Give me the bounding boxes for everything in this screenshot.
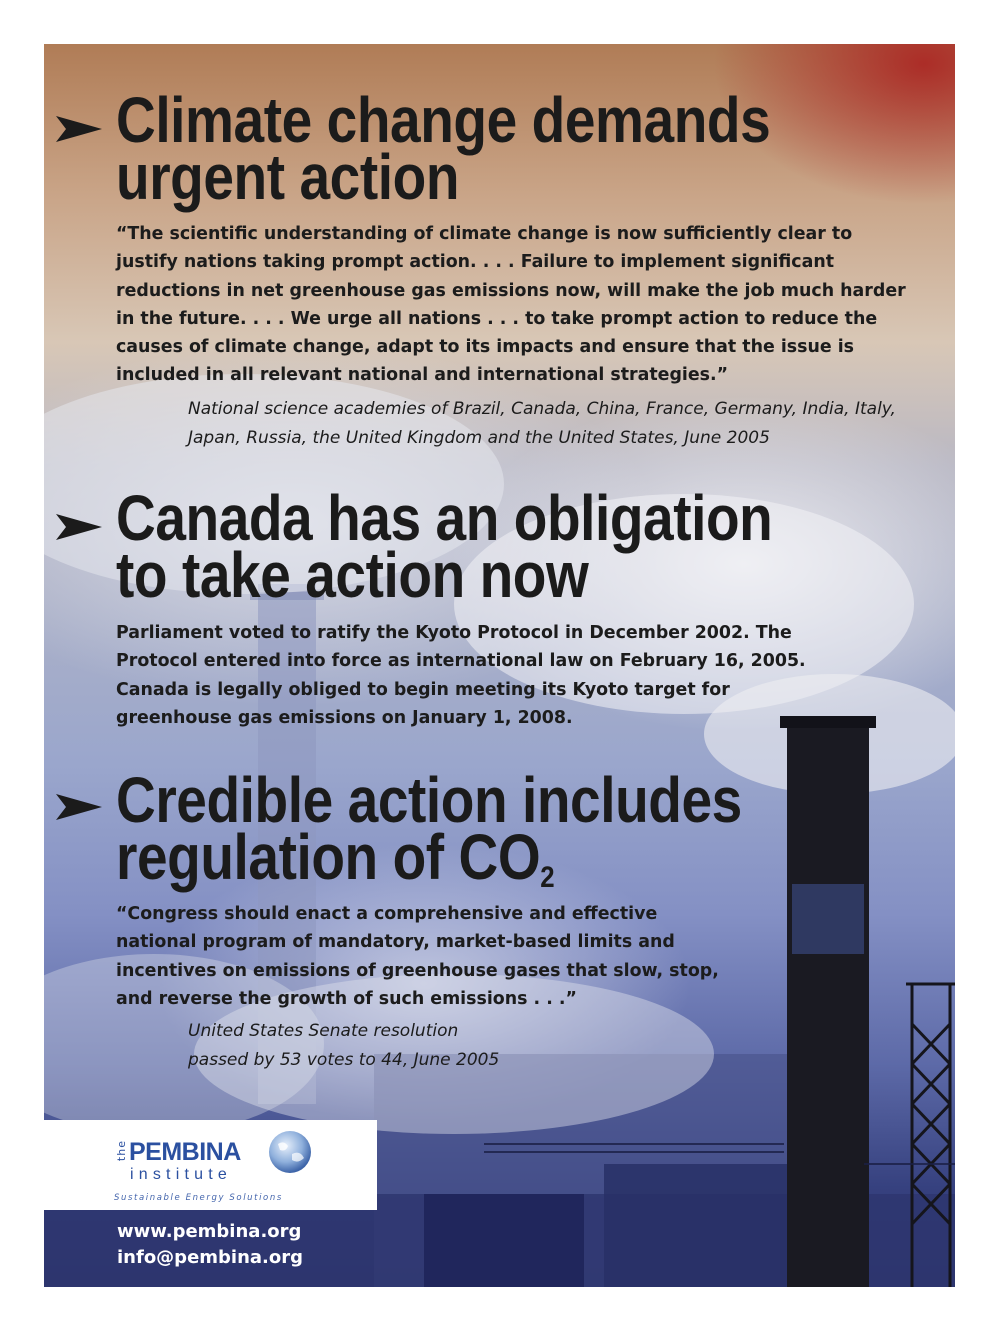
arrow-bullet-icon <box>56 116 102 142</box>
website-link[interactable]: www.pembina.org <box>117 1221 302 1242</box>
headline-credible-action <box>116 764 742 906</box>
logo-the: the <box>115 1140 128 1162</box>
arrow-bullet-icon <box>56 514 102 540</box>
headline-line: regulation of CO <box>116 821 541 893</box>
logo-name: PEMBINA <box>129 1138 241 1166</box>
headline-line: urgent action <box>116 141 460 213</box>
attribution-us-senate <box>188 1017 588 1074</box>
headline-line: to take action now <box>116 539 589 611</box>
poster <box>44 44 955 1287</box>
logo-institute: institute <box>130 1166 232 1183</box>
arrow-bullet-icon <box>56 794 102 820</box>
headline-line: Canada has an obligation <box>116 482 773 554</box>
kyoto-protocol-text: Parliament voted to ratify the Kyoto Protocol in December 2002. The Protocol entered into force as international law on February 16, 2005. Canada is legally obliged to begin meeting its Kyoto target for greenhouse gas emissions on January 1, 2008. <box>116 623 806 728</box>
attribution-line: United States Senate resolution <box>188 1021 459 1041</box>
email-link[interactable]: info@pembina.org <box>117 1247 304 1268</box>
headline-climate-change <box>116 84 771 213</box>
attribution-science-academies: National science academies of Brazil, Canada, China, France, Germany, India, Italy, Japan, Russia, the United Kingdom and the United States, June 2005 <box>188 399 896 448</box>
co2-subscript: 2 <box>540 861 555 894</box>
logo-tagline: Sustainable Energy Solutions <box>114 1193 283 1203</box>
pembina-logo[interactable] <box>44 1120 377 1210</box>
headline-line: Climate change demands <box>116 84 771 156</box>
headline-canada-obligation <box>116 482 773 611</box>
globe-icon <box>268 1130 312 1174</box>
headline-line: Credible action includes <box>116 764 742 836</box>
attribution-line: passed by 53 votes to 44, June 2005 <box>188 1049 500 1070</box>
quote-us-senate: “Congress should enact a comprehensive and effective national program of mandatory, market-based limits and incentives on emissions of greenhouse gases that slow, stop, and reverse the growth of such emissions . . .” <box>116 904 719 1009</box>
quote-science-academies: “The scientific understanding of climate change is now sufficiently clear to justify nations taking prompt action. . . . Failure to implement significant reductions in net greenhouse gas emissions now, will make the job much harder in the future. . . . We urge all nations . . . to take prompt action to reduce the causes of climate change, adapt to its impacts and ensure that the issue is included in all relevant national and international strategies.” <box>116 224 906 386</box>
